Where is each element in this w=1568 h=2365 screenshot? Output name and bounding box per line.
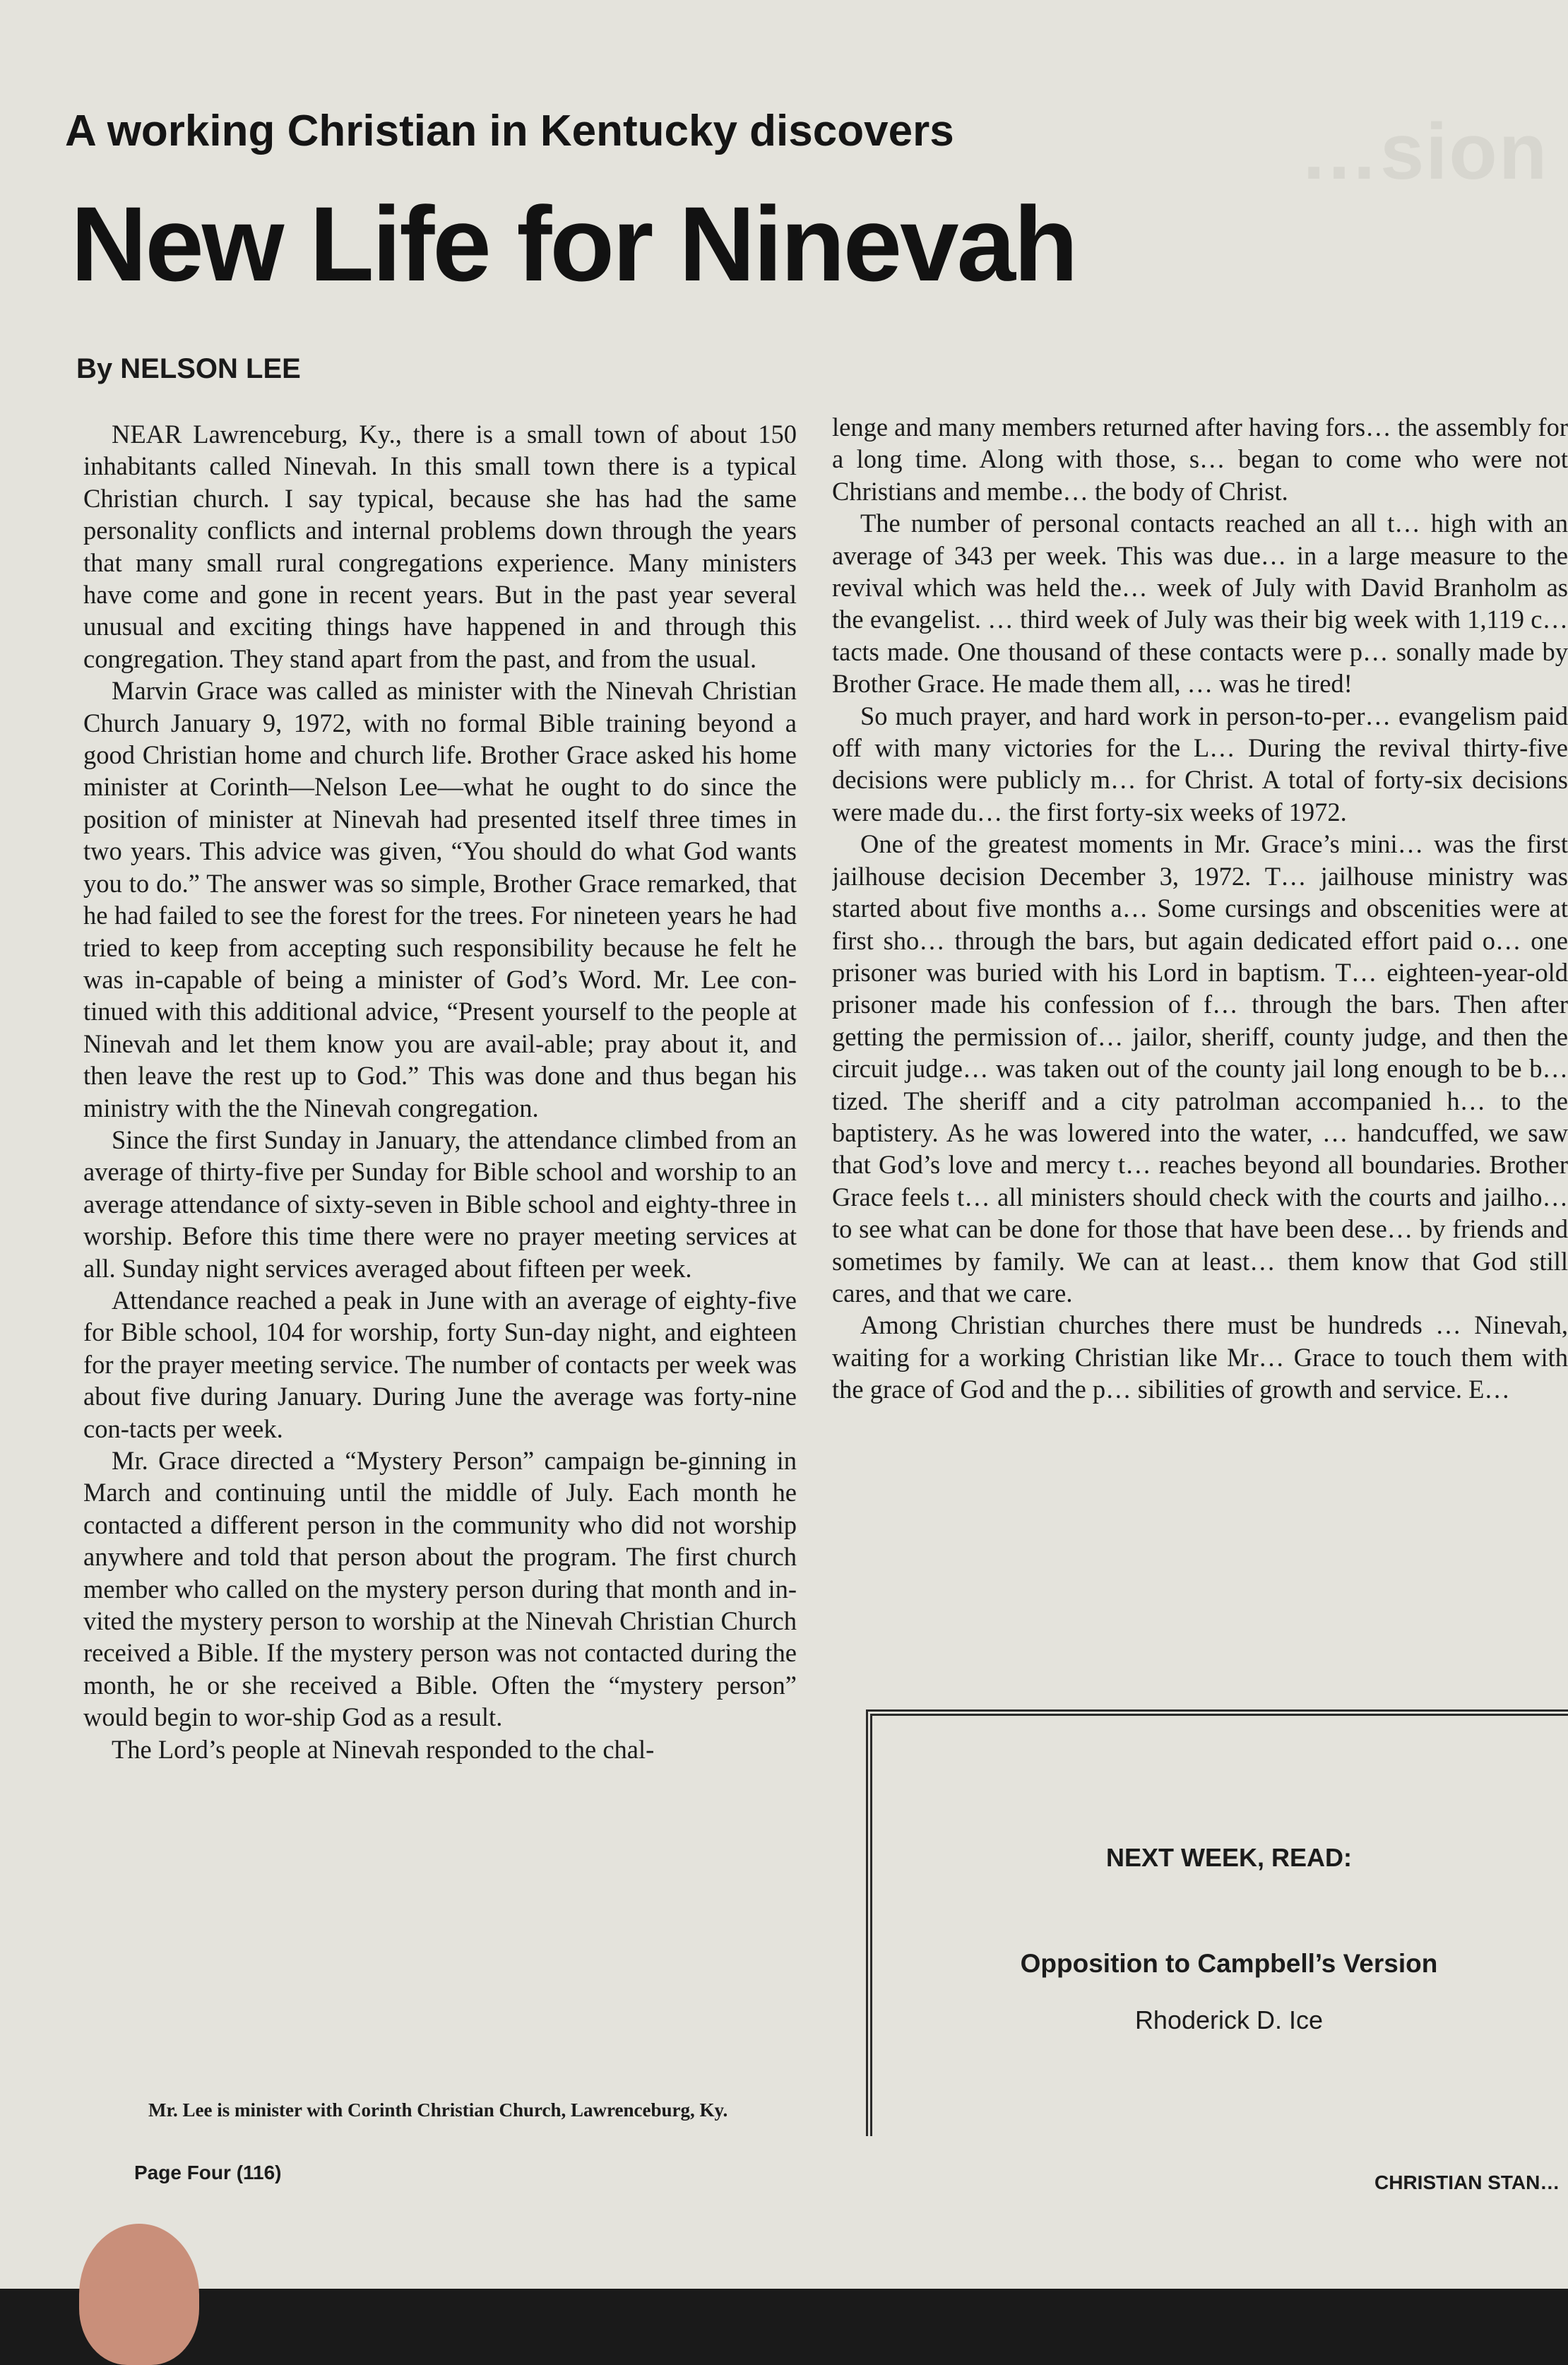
author-footnote: Mr. Lee is minister with Corinth Christian Church, Lawrenceburg, Ky. <box>148 2099 728 2121</box>
paragraph: Marvin Grace was called as minister with the Ninevah Christian Church January 9, 1972, with no formal Bible training beyond a good Christian home and church life. Brother Grace asked his home minister at Corinth—Nelson Lee—what he ought to do since the position of minister at Ninevah had presented itself three times in two years. This advice was given, “You should do what God wants you to do.” The answer was so simple, Brother Grace remarked, that he had failed to see the forest for the trees. For nineteen years he had tried to keep from accepting such responsibility because he felt he was in-capable of being a minister of God’s Word. Mr. Lee con-tinued with this additional advice, “Present yourself to the people at Ninevah and let them know you are avail-able; pray about it, and then leave the rest up to God.” This was done and thus began his ministry with the the Ninevah congregation. <box>83 676 797 1122</box>
paragraph: The Lord’s people at Ninevah responded to the chal- <box>112 1734 655 1764</box>
next-week-title: Opposition to Campbell’s Version <box>1020 1949 1438 1978</box>
next-week-heading: NEXT WEEK, READ: <box>1105 1843 1352 1872</box>
paragraph: Mr. Grace directed a “Mystery Person” campaign be-ginning in March and continuing until the middle of July. Each month he contacted a different person in the community who did not worship anywhere and told that person about the program. The first church member who called on the mystery person during that month and in-vited the mystery person to worship at the Ninevah Christian Church received a Bible. If the mystery person was not contacted during the month, he or she received a Bible. Often the “mystery person” would begin to wor-ship God as a result. <box>83 1446 797 1732</box>
article-headline: New Life for Ninevah <box>71 184 1076 303</box>
paragraph: Among Christian churches there must be hundreds … Ninevah, waiting for a working Christian like Mr… Grace to touch them with the grace of God and the p… sibilities of growth and service. E… <box>832 1310 1568 1404</box>
next-week-author: Rhoderick D. Ice <box>1134 2005 1324 2034</box>
right-column <box>832 411 1568 1683</box>
show-through-text: …sion <box>1300 107 1549 196</box>
paragraph: Attendance reached a peak in June with an average of eighty-five for Bible school, 104 for worship, forty Sun-day night, and eighteen for the prayer meeting service. The number of contacts per week was about five during January. During June the average was forty-nine con-tacts per week. <box>83 1285 797 1443</box>
thumb-shape <box>79 2224 199 2365</box>
article-kicker: A working Christian in Kentucky discovers <box>65 107 954 155</box>
page-folio: Page Four (116) <box>134 2162 282 2183</box>
paragraph: lenge and many members returned after having fors… the assembly for a long time. Along with those, s… began to come who were not Christians and membe… the body of Christ. <box>832 413 1568 506</box>
next-week-box <box>866 1709 1568 2136</box>
left-column <box>83 418 797 2071</box>
paragraph: One of the greatest moments in Mr. Grace’s mini… was the first jailhouse decision December 3, 1972. T… jailhouse ministry was started about five months a… Some cursings and obscenities were at first sho… through the bars, but again dedicated effort paid o… one prisoner was buried with his Lord in baptism. T… eighteen-year-old prisoner made his confession of f… through the bars. Then after getting the permission of… jailor, sheriff, county judge, and then the circuit judge… was taken out of the county jail long enough to be b… tized. The sheriff and a city patrolman accompanied h… to the baptistery. As he was lowered into the water, … handcuffed, we saw that God’s love and mercy t… reaches beyond all boundaries. Brother Grace feels t… all ministers should check with the courts and jailho… to see what can be done for those that have been dese… by friends and sometimes by family. We can at least… them know that God still cares, and that we care. <box>832 829 1568 1308</box>
paragraph: So much prayer, and hard work in person-to-per… evangelism paid off with many victories for the L… During the revival thirty-five decisions were publicly m… for Christ. A total of forty-six decisions were made du… the first forty-six weeks of 1972. <box>832 701 1568 826</box>
running-head: CHRISTIAN STAN… <box>1374 2171 1560 2193</box>
paragraph: NEAR Lawrenceburg, Ky., there is a small town of about 150 inhabitants called Ninevah. In this small town there is a typical Christian church. I say typical, because she has had the same personality conflicts and internal problems down through the years that many small rural congregations experience. Many ministers have come and gone in recent years. But in the past year several unusual and exciting things have happened in and through this congregation. They stand apart from the past, and from the usual. <box>83 420 797 673</box>
article-byline: By NELSON LEE <box>76 353 301 384</box>
paragraph: The number of personal contacts reached an all t… high with an average of 343 per week. This was due… in a large measure to the revival which was held the… week of July with David Branholm as the evangelist. … third week of July was their big week with 1,119 c… tacts made. One thousand of these contacts were p… sonally made by Brother Grace. He made them all, … was he tired! <box>832 509 1568 699</box>
paragraph: Since the first Sunday in January, the attendance climbed from an average of thirty-five per Sunday for Bible school and worship to an average attendance of sixty-seven in Bible school and eighty-three in worship. Before this time there were no prayer meeting services at all. Sunday night services averaged about fifteen per week. <box>83 1125 797 1283</box>
